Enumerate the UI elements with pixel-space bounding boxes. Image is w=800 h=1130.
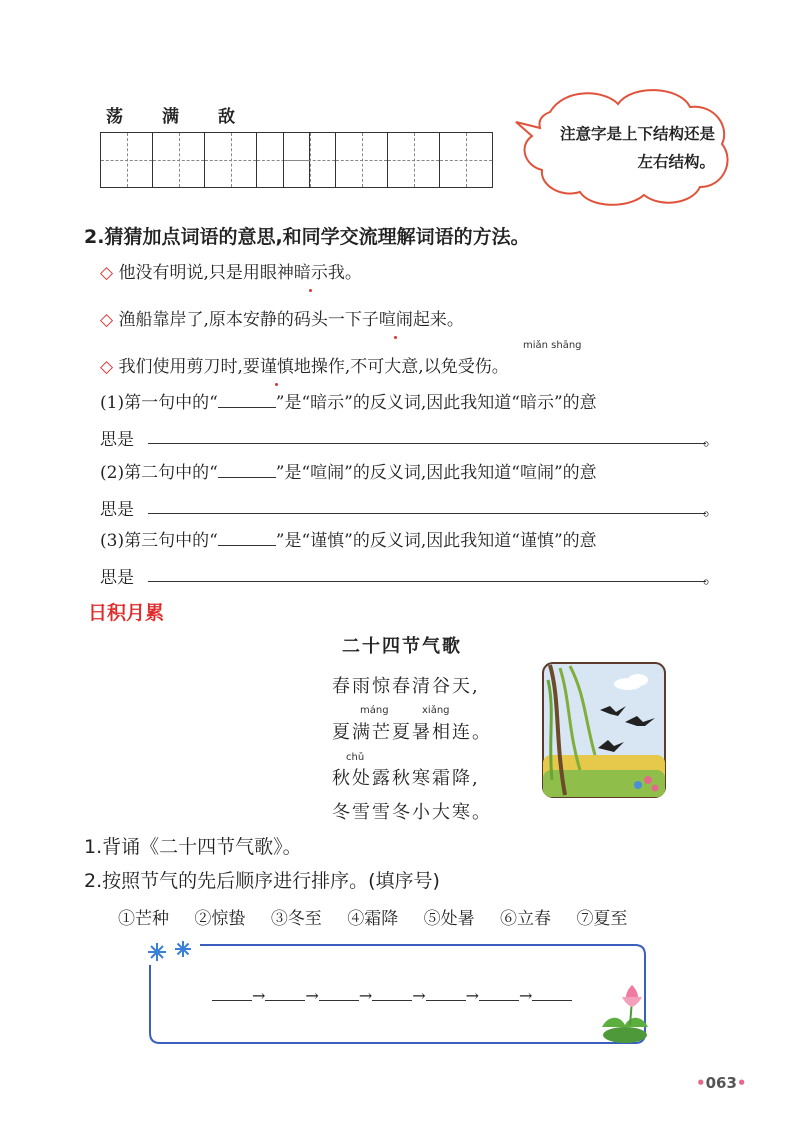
order-blank[interactable]	[426, 1000, 466, 1001]
antonym-blank[interactable]	[218, 477, 276, 478]
order-blank[interactable]	[265, 1000, 305, 1001]
item-text: ”是“谨慎”的反义词,因此我知道“谨慎”的意	[275, 531, 597, 551]
grid-cell	[205, 133, 257, 187]
task-1: 1.背诵《二十四节气歌》。	[84, 836, 302, 858]
order-sequence: → → → → → →	[212, 986, 572, 1005]
grid-cell	[440, 133, 492, 187]
meaning-blank[interactable]	[148, 581, 706, 582]
item-1-line-1	[100, 388, 597, 413]
order-blank[interactable]	[479, 1000, 519, 1001]
pinyin-xiang: xiǎng	[422, 705, 450, 716]
writing-grid-left	[100, 132, 310, 188]
antonym-blank[interactable]	[218, 407, 276, 408]
diamond-bullet: ◇	[100, 357, 114, 377]
option-1: ①芒种	[118, 909, 169, 929]
sentence-text: 我。	[327, 263, 362, 283]
option-4: ④霜降	[347, 909, 399, 929]
char-1: 荡	[106, 107, 123, 127]
meaning-blank[interactable]	[148, 513, 706, 514]
section-title: 日积月累	[88, 602, 165, 624]
grid-cell	[284, 133, 336, 187]
option-5: ⑤处暑	[423, 909, 475, 929]
diamond-bullet: ◇	[100, 263, 114, 283]
sentence-text: 我们使用剪刀时,要	[118, 357, 260, 377]
option-2: ②惊蛰	[194, 909, 246, 929]
order-blank[interactable]	[212, 1000, 252, 1001]
antonym-blank[interactable]	[218, 545, 276, 546]
sentence-3	[100, 352, 509, 377]
dotted-word: 谨慎	[259, 357, 294, 377]
item-text: 思是	[100, 430, 134, 450]
dot-icon: •	[736, 1074, 747, 1092]
poem-line-3: 秋处露秋寒霜降,	[332, 768, 480, 789]
item-text: (2)第二句中的“	[100, 463, 218, 483]
sentence-text: 起来。	[412, 310, 464, 330]
order-blank[interactable]	[319, 1000, 359, 1001]
poem-line-2: 夏满芒夏暑相连。	[332, 722, 492, 743]
item-2-line-2	[100, 495, 720, 520]
pinyin-chu: chǔ	[346, 752, 365, 763]
char-3: 敌	[218, 107, 235, 127]
item-1-line-2	[100, 425, 720, 450]
item-text: (1)第一句中的“	[100, 393, 218, 413]
item-text: 思是	[100, 568, 134, 588]
option-7: ⑦夏至	[576, 909, 628, 929]
pinyin-mang: máng	[360, 705, 389, 716]
option-3: ③冬至	[270, 909, 322, 929]
page-number-text: 063	[705, 1074, 737, 1092]
item-3-line-2	[100, 563, 720, 588]
options-list	[118, 904, 627, 929]
item-text: (3)第三句中的“	[100, 531, 218, 551]
item-text: ”是“喧闹”的反义词,因此我知道“喧闹”的意	[275, 463, 597, 483]
swallows-willow-illustration	[540, 660, 668, 800]
item-text: ”是“暗示”的反义词,因此我知道“暗示”的意	[275, 393, 597, 413]
grid-cell	[336, 133, 388, 187]
order-blank[interactable]	[532, 1000, 572, 1001]
sentence-text: 地操作,不可大意,以免受伤。	[293, 357, 509, 377]
bubble-text: 注意字是上下结构还是左右结构。	[559, 124, 715, 171]
pinyin-mianshang: miǎn shāng	[523, 340, 582, 351]
order-blank[interactable]	[372, 1000, 412, 1001]
dotted-word: 喧闹	[378, 310, 413, 330]
poem-line-4: 冬雪雪冬小大寒。	[332, 802, 492, 823]
diamond-bullet: ◇	[100, 310, 114, 330]
task-2: 2.按照节气的先后顺序进行排序。(填序号)	[84, 870, 440, 892]
option-6: ⑥立春	[500, 909, 552, 929]
item-3-line-1	[100, 526, 597, 551]
poem-title: 二十四节气歌	[342, 636, 462, 657]
writing-characters	[106, 102, 274, 127]
meaning-blank[interactable]	[148, 443, 706, 444]
item-text: 思是	[100, 500, 134, 520]
dotted-word: 暗示	[293, 263, 328, 283]
period: 。	[703, 430, 720, 450]
sentence-text: 渔船靠岸了,原本安静的码头一下子	[118, 310, 379, 330]
sentence-text: 他没有明说,只是用眼神	[118, 263, 294, 283]
char-2: 满	[162, 107, 179, 127]
grid-cell	[153, 133, 205, 187]
page-number	[696, 1074, 747, 1092]
item-2-line-1	[100, 458, 597, 483]
grid-cell	[101, 133, 153, 187]
grid-cell	[388, 133, 440, 187]
period: 。	[703, 500, 720, 520]
period: 。	[703, 568, 720, 588]
poem-line-1: 春雨惊春清谷天,	[332, 676, 480, 697]
question-2-title: 2.猜猜加点词语的意思,和同学交流理解词语的方法。	[84, 226, 530, 248]
sentence-2	[100, 305, 464, 330]
writing-grid-right	[283, 132, 493, 188]
sentence-1	[100, 258, 362, 283]
dot-icon: •	[696, 1074, 706, 1092]
